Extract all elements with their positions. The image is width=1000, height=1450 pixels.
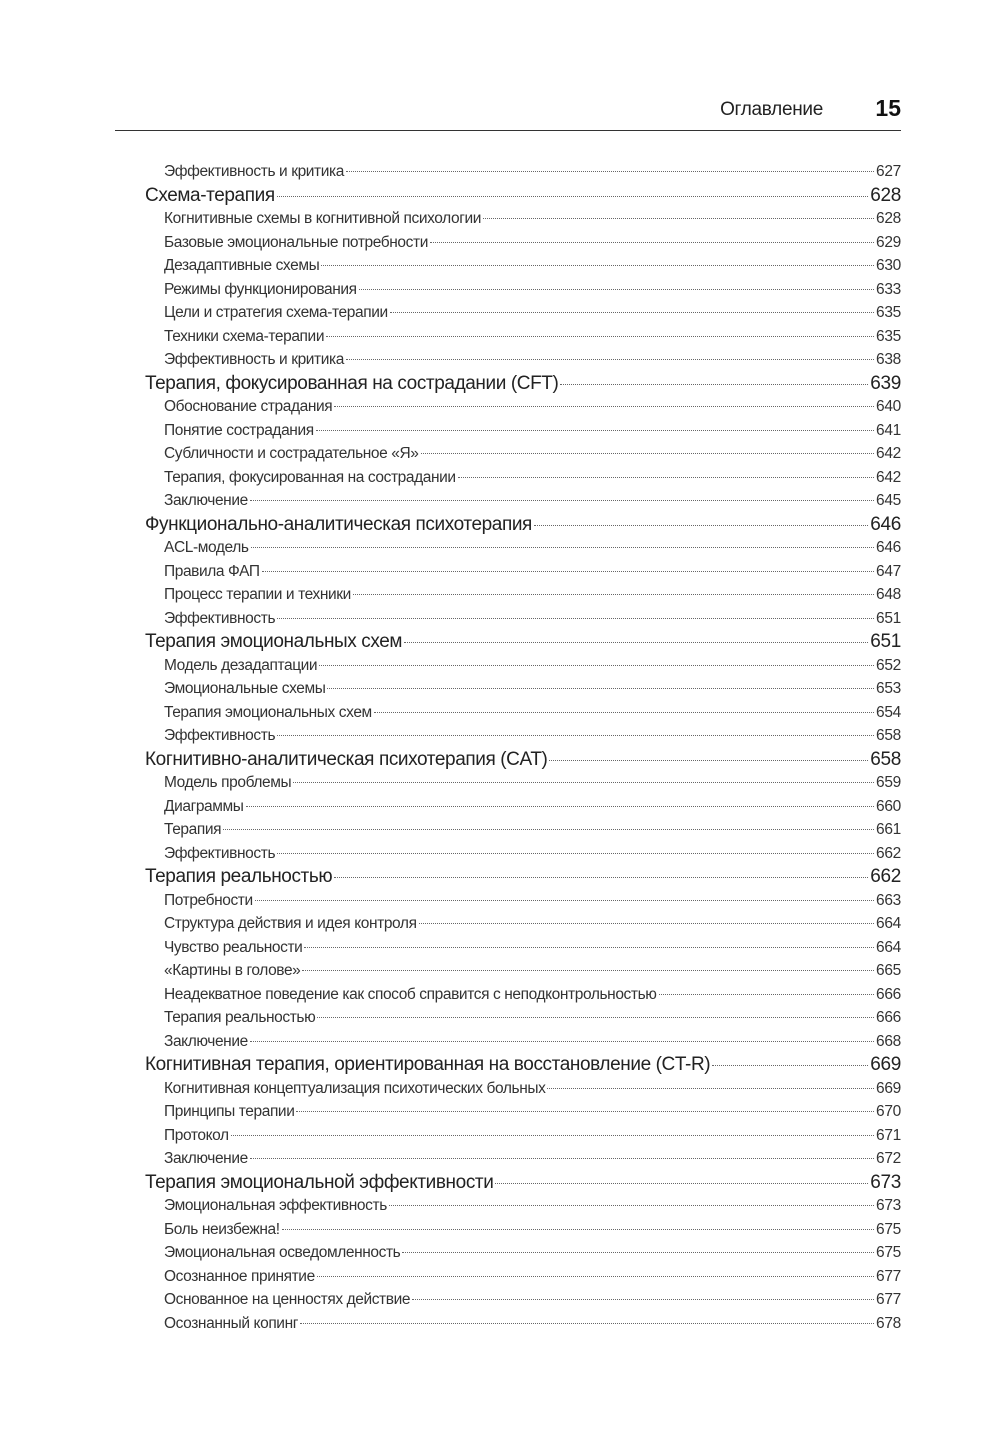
toc-entry-title: Осознанный копинг — [164, 1314, 298, 1332]
toc-chapter-entry — [145, 513, 901, 537]
dot-leader — [549, 760, 868, 761]
dot-leader — [534, 525, 868, 526]
toc-section-entry — [145, 489, 901, 513]
toc-entry-title: Терапия реальностью — [145, 866, 333, 887]
toc-section-entry — [145, 466, 901, 490]
dot-leader — [277, 735, 874, 736]
toc-entry-title: Заключение — [164, 492, 248, 509]
toc-section-entry — [145, 724, 901, 748]
toc-entry-title: Заключение — [164, 1150, 248, 1167]
toc-entry-page: 673 — [876, 1197, 901, 1214]
toc-entry-page: 675 — [876, 1220, 901, 1238]
toc-entry-title: Терапия — [164, 821, 222, 838]
toc-entry-page: 661 — [876, 821, 901, 838]
dot-leader — [277, 853, 874, 854]
toc-section-entry — [145, 795, 901, 819]
page-header — [115, 92, 901, 131]
dot-leader — [262, 571, 874, 572]
toc-entry-title: Терапия, фокусированная на сострадании (CFT) — [145, 372, 559, 394]
toc-section-entry — [145, 1077, 901, 1101]
dot-leader — [390, 312, 874, 313]
toc-section-entry — [145, 889, 901, 913]
toc-entry-title: Субличности и сострадательное «Я» — [164, 445, 419, 462]
toc-entry-page: 640 — [876, 398, 901, 415]
toc-entry-page: 677 — [876, 1267, 901, 1285]
toc-entry-title: Терапия реальностью — [164, 1009, 316, 1026]
dot-leader — [277, 618, 874, 619]
toc-entry-page: 659 — [876, 774, 901, 791]
dot-leader — [327, 688, 874, 689]
toc-entry-title: Эмоциональная осведомленность — [164, 1244, 401, 1261]
toc-section-entry — [145, 1265, 901, 1289]
toc-entry-page: 629 — [876, 233, 901, 251]
toc-entry-page: 628 — [876, 210, 901, 227]
toc-entry-title: Терапия эмоциональных схем — [164, 703, 372, 721]
dot-leader — [223, 829, 874, 830]
toc-entry-page: 638 — [876, 351, 901, 368]
table-of-contents — [145, 160, 901, 1335]
toc-entry-title: Неадекватное поведение как способ справится с неподконтрольностью — [164, 985, 657, 1003]
toc-entry-page: 660 — [876, 797, 901, 815]
dot-leader — [316, 430, 874, 431]
toc-entry-page: 677 — [876, 1291, 901, 1308]
toc-entry-title: Процесс терапии и техники — [164, 586, 351, 603]
toc-section-entry — [145, 1194, 901, 1218]
toc-entry-title: Дезадаптивные схемы — [164, 257, 320, 274]
toc-entry-title: Модель дезадаптации — [164, 656, 318, 674]
dot-leader — [246, 806, 875, 807]
toc-chapter-entry — [145, 372, 901, 396]
toc-entry-title: Эмоциональная эффективность — [164, 1197, 387, 1214]
toc-entry-title: Правила ФАП — [164, 562, 260, 580]
toc-section-entry — [145, 1218, 901, 1242]
toc-entry-page: 678 — [876, 1314, 901, 1332]
dot-leader — [404, 642, 868, 643]
toc-entry-page: 647 — [876, 562, 901, 580]
toc-entry-title: Боль неизбежна! — [164, 1220, 280, 1238]
toc-section-entry — [145, 1241, 901, 1265]
toc-entry-title: Терапия, фокусированная на сострадании — [164, 468, 456, 486]
dot-leader — [495, 1183, 868, 1184]
toc-entry-title: «Картины в голове» — [164, 962, 301, 979]
dot-leader — [353, 594, 874, 595]
dot-leader — [346, 359, 874, 360]
toc-entry-title: Эмоциональные схемы — [164, 680, 326, 697]
toc-section-entry — [145, 1147, 901, 1171]
toc-entry-page: 641 — [876, 421, 901, 439]
toc-entry-page: 635 — [876, 327, 901, 345]
toc-section-entry — [145, 1312, 901, 1336]
toc-entry-title: Когнитивно-аналитическая психотерапия (CAT) — [145, 748, 548, 770]
dot-leader — [374, 712, 874, 713]
dot-leader — [359, 289, 874, 290]
toc-entry-title: Эффективность — [164, 844, 276, 862]
toc-entry-title: Чувство реальности — [164, 938, 303, 956]
dot-leader — [389, 1205, 874, 1206]
toc-entry-page: 642 — [876, 445, 901, 462]
toc-section-entry — [145, 442, 901, 466]
toc-entry-page: 669 — [870, 1054, 901, 1075]
toc-section-entry — [145, 818, 901, 842]
dot-leader — [231, 1135, 874, 1136]
toc-section-entry — [145, 771, 901, 795]
dot-leader — [250, 1041, 874, 1042]
toc-entry-page: 666 — [876, 985, 901, 1003]
toc-entry-title: Цели и стратегия схема-терапии — [164, 304, 388, 321]
toc-entry-page: 627 — [876, 163, 901, 180]
toc-entry-page: 635 — [876, 304, 901, 321]
toc-entry-title: Схема-терапия — [145, 184, 275, 206]
toc-entry-page: 646 — [870, 513, 901, 535]
toc-entry-title: Эффективность — [164, 727, 276, 744]
toc-entry-page: 664 — [876, 915, 901, 932]
toc-entry-page: 651 — [876, 609, 901, 627]
toc-section-entry — [145, 301, 901, 325]
dot-leader — [334, 406, 874, 407]
dot-leader — [421, 453, 875, 454]
toc-entry-title: Модель проблемы — [164, 774, 292, 791]
toc-section-entry — [145, 536, 901, 560]
toc-section-entry — [145, 348, 901, 372]
toc-section-entry — [145, 395, 901, 419]
dot-leader — [317, 1276, 874, 1277]
dot-leader — [402, 1252, 874, 1253]
toc-section-entry — [145, 207, 901, 231]
toc-entry-page: 658 — [870, 748, 901, 770]
dot-leader — [300, 1323, 874, 1324]
toc-entry-title: Заключение — [164, 1032, 248, 1050]
toc-section-entry — [145, 1030, 901, 1054]
toc-entry-page: 668 — [876, 1032, 901, 1050]
toc-entry-page: 675 — [876, 1244, 901, 1261]
toc-entry-title: Осознанное принятие — [164, 1267, 315, 1285]
dot-leader — [458, 477, 874, 478]
toc-section-entry — [145, 677, 901, 701]
toc-chapter-entry — [145, 865, 901, 889]
toc-section-entry — [145, 419, 901, 443]
toc-entry-page: 654 — [876, 703, 901, 721]
toc-entry-title: Когнитивная концептуализация психотических больных — [164, 1079, 546, 1097]
dot-leader — [346, 171, 874, 172]
toc-entry-title: Структура действия и идея контроля — [164, 915, 417, 932]
toc-entry-page: 648 — [876, 586, 901, 603]
toc-entry-page: 662 — [876, 844, 901, 862]
toc-entry-title: Терапия эмоциональных схем — [145, 631, 403, 652]
dot-leader — [304, 947, 874, 948]
dot-leader — [277, 196, 868, 197]
dot-leader — [547, 1088, 874, 1089]
toc-chapter-entry — [145, 184, 901, 208]
toc-section-entry — [145, 325, 901, 349]
dot-leader — [334, 877, 868, 878]
toc-entry-page: 645 — [876, 492, 901, 509]
dot-leader — [326, 336, 874, 337]
toc-entry-page: 672 — [876, 1150, 901, 1167]
toc-entry-title: Понятие сострадания — [164, 421, 314, 439]
toc-entry-page: 665 — [876, 962, 901, 979]
toc-entry-title: Техники схема-терапии — [164, 327, 325, 345]
dot-leader — [251, 547, 875, 548]
dot-leader — [483, 218, 874, 219]
toc-section-entry — [145, 583, 901, 607]
toc-section-entry — [145, 278, 901, 302]
toc-section-entry — [145, 1124, 901, 1148]
toc-entry-page: 662 — [870, 866, 901, 887]
toc-entry-title: Протокол — [164, 1126, 229, 1144]
dot-leader — [430, 242, 874, 243]
toc-entry-title: Диаграммы — [164, 797, 244, 815]
page-number: 15 — [875, 95, 901, 121]
dot-leader — [712, 1065, 868, 1066]
dot-leader — [293, 782, 874, 783]
toc-entry-page: 642 — [876, 468, 901, 486]
section-title: Оглавление — [720, 99, 823, 120]
toc-section-entry — [145, 701, 901, 725]
toc-entry-page: 658 — [876, 727, 901, 744]
toc-entry-page: 652 — [876, 656, 901, 674]
toc-entry-title: Принципы терапии — [164, 1103, 295, 1120]
toc-entry-page: 663 — [876, 891, 901, 909]
dot-leader — [250, 1158, 874, 1159]
toc-entry-page: 666 — [876, 1009, 901, 1026]
toc-section-entry — [145, 607, 901, 631]
toc-entry-page: 646 — [876, 539, 901, 556]
toc-entry-page: 633 — [876, 280, 901, 298]
toc-chapter-entry — [145, 1053, 901, 1077]
toc-entry-title: Функционально-аналитическая психотерапия — [145, 513, 532, 535]
toc-entry-page: 628 — [870, 184, 901, 206]
toc-entry-page: 664 — [876, 938, 901, 956]
toc-entry-page: 630 — [876, 257, 901, 274]
toc-section-entry — [145, 1100, 901, 1124]
toc-chapter-entry — [145, 748, 901, 772]
toc-section-entry — [145, 983, 901, 1007]
toc-entry-title: Когнитивные схемы в когнитивной психологии — [164, 210, 481, 227]
toc-entry-title: Основанное на ценностях действие — [164, 1291, 411, 1308]
toc-chapter-entry — [145, 630, 901, 654]
dot-leader — [319, 665, 874, 666]
dot-leader — [419, 923, 874, 924]
toc-entry-title: Потребности — [164, 891, 253, 909]
toc-entry-page: 669 — [876, 1079, 901, 1097]
toc-entry-title: Эффективность и критика — [164, 351, 344, 368]
dot-leader — [321, 265, 874, 266]
dot-leader — [255, 900, 874, 901]
toc-entry-page: 671 — [876, 1126, 901, 1144]
toc-entry-title: Терапия эмоциональной эффективности — [145, 1171, 494, 1193]
toc-entry-title: Обоснование страдания — [164, 398, 333, 415]
toc-chapter-entry — [145, 1171, 901, 1195]
dot-leader — [560, 384, 868, 385]
dot-leader — [659, 994, 875, 995]
toc-section-entry — [145, 842, 901, 866]
dot-leader — [250, 500, 874, 501]
toc-section-entry — [145, 912, 901, 936]
toc-section-entry — [145, 160, 901, 184]
toc-section-entry — [145, 231, 901, 255]
toc-entry-title: ACL-модель — [164, 539, 249, 556]
toc-entry-title: Режимы функционирования — [164, 280, 357, 298]
dot-leader — [412, 1299, 874, 1300]
toc-entry-title: Базовые эмоциональные потребности — [164, 233, 428, 251]
toc-entry-page: 673 — [870, 1171, 901, 1193]
toc-section-entry — [145, 1006, 901, 1030]
dot-leader — [317, 1017, 874, 1018]
toc-section-entry — [145, 560, 901, 584]
toc-entry-page: 639 — [870, 372, 901, 394]
toc-section-entry — [145, 254, 901, 278]
dot-leader — [302, 970, 874, 971]
toc-section-entry — [145, 654, 901, 678]
toc-entry-page: 651 — [870, 631, 901, 652]
toc-entry-page: 670 — [876, 1103, 901, 1120]
dot-leader — [282, 1229, 874, 1230]
toc-section-entry — [145, 936, 901, 960]
toc-section-entry — [145, 1288, 901, 1312]
toc-section-entry — [145, 959, 901, 983]
toc-entry-title: Эффективность и критика — [164, 163, 344, 180]
dot-leader — [296, 1111, 874, 1112]
toc-entry-title: Когнитивная терапия, ориентированная на восстановление (CT-R) — [145, 1054, 711, 1075]
toc-entry-page: 653 — [876, 680, 901, 697]
toc-entry-title: Эффективность — [164, 609, 276, 627]
